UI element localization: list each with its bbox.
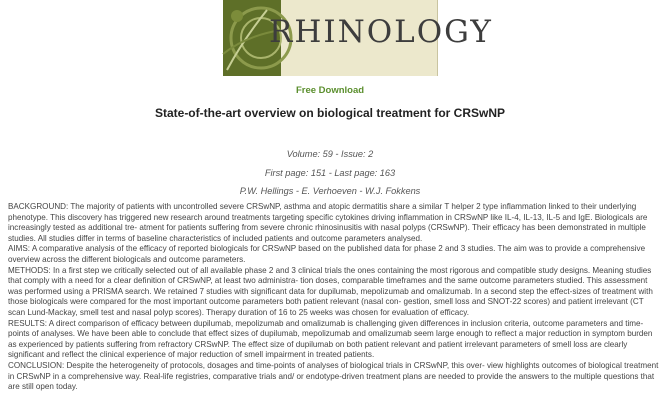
logo-wordmark: RHINOLOGY — [269, 14, 493, 50]
article-title: State-of-the-art overview on biological treatment for CRSwNP — [154, 106, 506, 120]
free-download-link[interactable]: Free Download — [295, 85, 365, 96]
abstract-background: BACKGROUND: The majority of patients with uncontrolled severe CRSwNP, asthma and atopic dermatitis share a similar T helper 2 type inflammation linked to their underlying phenotype. This discovery has triggered new research around treatments targeting specific cytokines driving inflammation in CRSwNP like IL-4, IL-13, IL-5 and IgE. Biologicals are increasingly tested as additional tre- atment for patients suffering from severe chronic rhinosinusitis with nasal polyps (CRSwNP). Their efficacy has been demonstrated in multiple studies. All studies differ in terms of baseline characteristics of included patients and outcome parameters analysed. — [8, 202, 648, 243]
abstract-methods: METHODS: In a first step we critically selected out of all available phase 2 and 3 clinical trials the ones containing the most rigorous and compatible study designs. Meaning studies that comply with a need for a clear definition of CRSwNP, at least two administra- tion doses, comparable timeframes and the same outcome parameters studied. This assessment was performed using a PRISMA search. We retained 7 studies with significant data for dupilumab, mepolizumab and omalizumab. In a second step the effect-sizes of treatment with those biologicals were compared for the most important outcome parameters both patient relevant (nasal con- gestion, smell loss and SNOT-22 scores) and patient irrelevant (CT scan Lund-Mackay, smell test and nasal polyp scores). Therapy duration of 16 to 25 weeks was chosen for evaluation of efficacy. — [8, 265, 653, 317]
abstract-conclusion: CONCLUSION: Despite the heterogeneity of protocols, dosages and time-points of analyses of biological trials in CRSwNP, this over- view highlights outcomes of biological treatment in CRSwNP in a comprehensive way. Real-life registries, comparative trials and/ or endotype-driven treatment plans are needed to provide the answers to the multiple questions that are still open today. — [8, 360, 659, 392]
abstract-aims: AIMS: A comparative analysis of the efficacy of reported biologicals for CRSwNP based on the published data for phase 2 and 3 studies. The aim was to provide a comprehensive overview across the different biologicals and outcome parameters. — [8, 244, 646, 264]
page-range: First page: 151 - Last page: 163 — [264, 168, 396, 178]
volume-issue: Volume: 59 - Issue: 2 — [286, 149, 374, 159]
abstract-results: RESULTS: A direct comparison of efficacy between dupilumab, mepolizumab and omalizumab is challenging given differences in inclusion criteria, outcome parameters and time-points of analyses. We have been able to conclude that effect sizes of dupilumab, mepolizumab and omalizumab seem large enough to reflect a major reduction in symptom burden as experienced by patients suffering from refractory CRSwNP. The effect size of dupilumab on both patient relevant and patient irrelevant parameters of smell loss are clearly significant and reflect the clinical experience of major reduction of smell impairment in treated patients. — [8, 318, 653, 360]
abstract-body — [8, 202, 660, 393]
journal-logo[interactable] — [223, 0, 493, 76]
author-list: P.W. Hellings - E. Verhoeven - W.J. Fokkens — [239, 186, 421, 196]
